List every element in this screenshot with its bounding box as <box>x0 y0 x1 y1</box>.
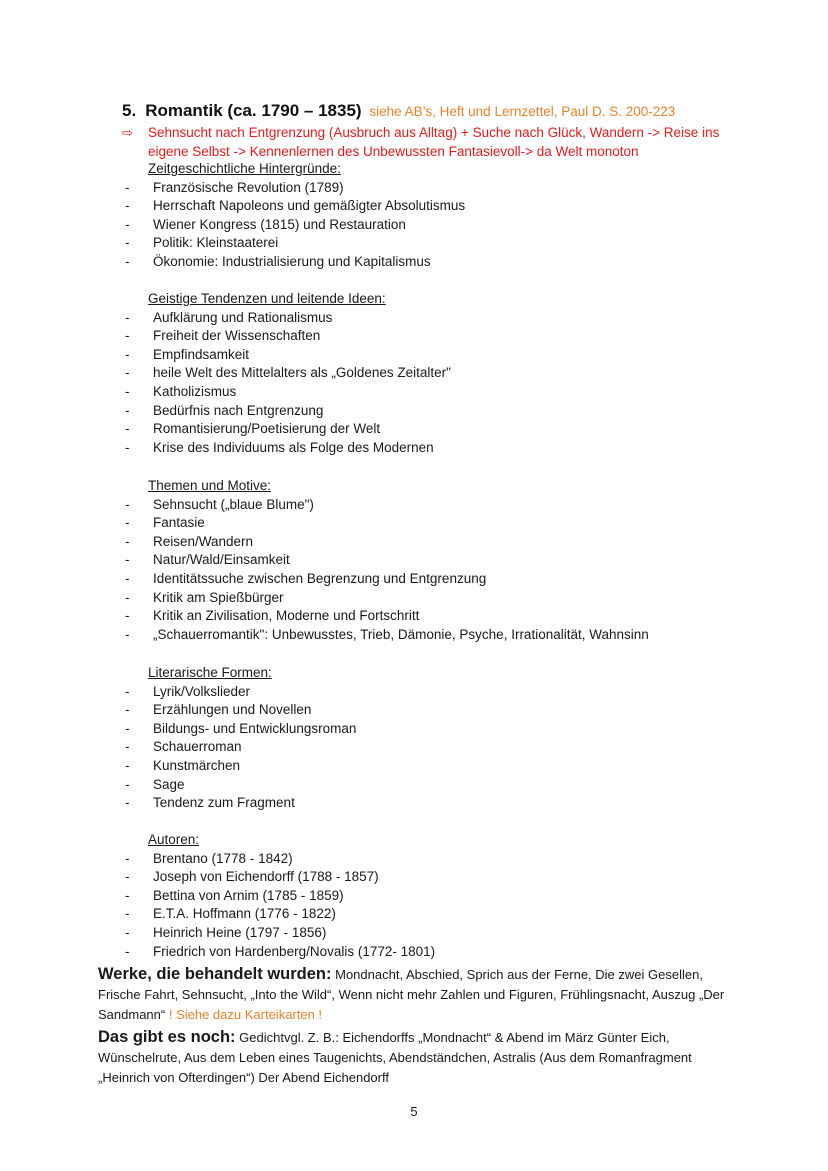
works-label: Werke, die behandelt wurden: <box>98 965 332 983</box>
intro-line-1: Sehnsucht nach Entgrenzung (Ausbruch aus Alltag) + Suche nach Glück, Wandern -> Reise ins <box>148 125 720 140</box>
list-item: - Krise des Individuums als Folge des Modernen <box>125 439 434 455</box>
list-item: - Fantasie <box>125 515 205 531</box>
list-item: - Lyrik/Volkslieder <box>125 683 251 699</box>
section-autoren <box>125 831 745 961</box>
section-reference: siehe AB’s, Heft und Lernzettel, Paul D. S. 200-223 <box>369 104 676 119</box>
list-item: - Heinrich Heine (1797 - 1856) <box>125 924 327 940</box>
section-themen-motive <box>125 477 745 644</box>
subsection-heading: Literarische Formen: <box>148 665 272 680</box>
list-item: - Tendenz zum Fragment <box>125 795 295 811</box>
more-label: Das gibt es noch: <box>98 1028 236 1046</box>
bullet-list <box>125 309 745 458</box>
list-item: - Schauerroman <box>125 739 242 755</box>
list-item: - Kritik an Zivilisation, Moderne und Fortschritt <box>125 608 420 624</box>
list-item: - Ökonomie: Industrialisierung und Kapitalismus <box>125 253 431 269</box>
list-item: - Politik: Kleinstaaterei <box>125 235 279 251</box>
works-paragraph <box>98 964 728 1025</box>
list-item: - Reisen/Wandern <box>125 533 254 549</box>
list-item: - Natur/Wald/Einsamkeit <box>125 552 290 568</box>
works-note: ! Siehe dazu Karteikarten ! <box>168 1007 323 1022</box>
list-item: - Identitätssuche zwischen Begrenzung und Entgrenzung <box>125 570 487 586</box>
bullet-list <box>125 850 745 962</box>
list-item: - Kunstmärchen <box>125 757 241 773</box>
list-item: - Empfindsamkeit <box>125 346 250 362</box>
page-number: 5 <box>410 1104 418 1119</box>
list-item: - Sehnsucht („blaue Blume") <box>125 496 314 512</box>
arrow-right-icon: ⇨ <box>122 125 133 140</box>
list-item: - Bildungs- und Entwicklungsroman <box>125 720 357 736</box>
list-item: - E.T.A. Hoffmann (1776 - 1822) <box>125 906 336 922</box>
more-text: Gedichtvgl. Z. B.: Eichendorffs „Mondnacht“ & Abend im März Günter Eich, Wünschelrute, Aus dem Leben eines Taugenichts, Abendständchen, Astralis (Aus dem Romanfragment „Heinrich von Ofterdingen“) Der Abend Eichendorff <box>98 1030 692 1085</box>
list-item: - Friedrich von Hardenberg/Novalis (1772- 1801) <box>125 943 436 959</box>
section-number: 5. <box>122 101 137 120</box>
section-heading <box>122 101 675 121</box>
list-item: - Bedürfnis nach Entgrenzung <box>125 402 324 418</box>
list-item: - Joseph von Eichendorff (1788 - 1857) <box>125 869 379 885</box>
list-item: - Bettina von Arnim (1785 - 1859) <box>125 887 344 903</box>
bullet-list <box>125 683 745 813</box>
bullet-list <box>125 496 745 645</box>
list-item: - heile Welt des Mittelalters als „Goldenes Zeitalter" <box>125 365 451 381</box>
list-item: - Freiheit der Wissenschaften <box>125 328 321 344</box>
list-item: - Herrschaft Napoleons und gemäßigter Absolutismus <box>125 198 466 214</box>
list-item: - Brentano (1778 - 1842) <box>125 850 293 866</box>
bullet-list <box>125 179 745 272</box>
subsection-heading: Themen und Motive: <box>148 478 272 493</box>
list-item: - Sage <box>125 776 185 792</box>
list-item: - Wiener Kongress (1815) und Restauration <box>125 216 406 232</box>
list-item: - Französische Revolution (1789) <box>125 179 344 195</box>
intro-note <box>122 123 732 161</box>
section-zeitgeschichte <box>125 160 745 272</box>
list-item: - Erzählungen und Novellen <box>125 702 312 718</box>
list-item: - Katholizismus <box>125 383 237 399</box>
section-literarische-formen <box>125 664 745 813</box>
list-item: - Kritik am Spießbürger <box>125 589 284 605</box>
works-text: Mondnacht, Abschied, Sprich aus der Ferne, Die zwei Gesellen, Frische Fahrt, Sehnsucht, „Into the Wild“, Wenn nicht mehr Zahlen und Figuren, Frühlingsnacht, Auszug „Der Sandmann“ <box>98 967 725 1022</box>
subsection-heading: Geistige Tendenzen und leitende Ideen: <box>148 291 386 306</box>
subsection-heading: Autoren: <box>148 832 200 847</box>
list-item: - Aufklärung und Rationalismus <box>125 309 333 325</box>
section-title: Romantik (ca. 1790 – 1835) <box>145 101 362 120</box>
list-item: - „Schauerromantik": Unbewusstes, Trieb, Dämonie, Psyche, Irrationalität, Wahnsinn <box>125 626 649 642</box>
subsection-heading: Zeitgeschichtliche Hintergründe: <box>148 161 341 176</box>
intro-line-2: eigene Selbst -> Kennenlernen des Unbewussten Fantasievoll-> da Welt monoton <box>148 144 639 159</box>
more-paragraph <box>98 1027 728 1088</box>
list-item: - Romantisierung/Poetisierung der Welt <box>125 421 381 437</box>
section-geistige-tendenzen <box>125 290 745 457</box>
